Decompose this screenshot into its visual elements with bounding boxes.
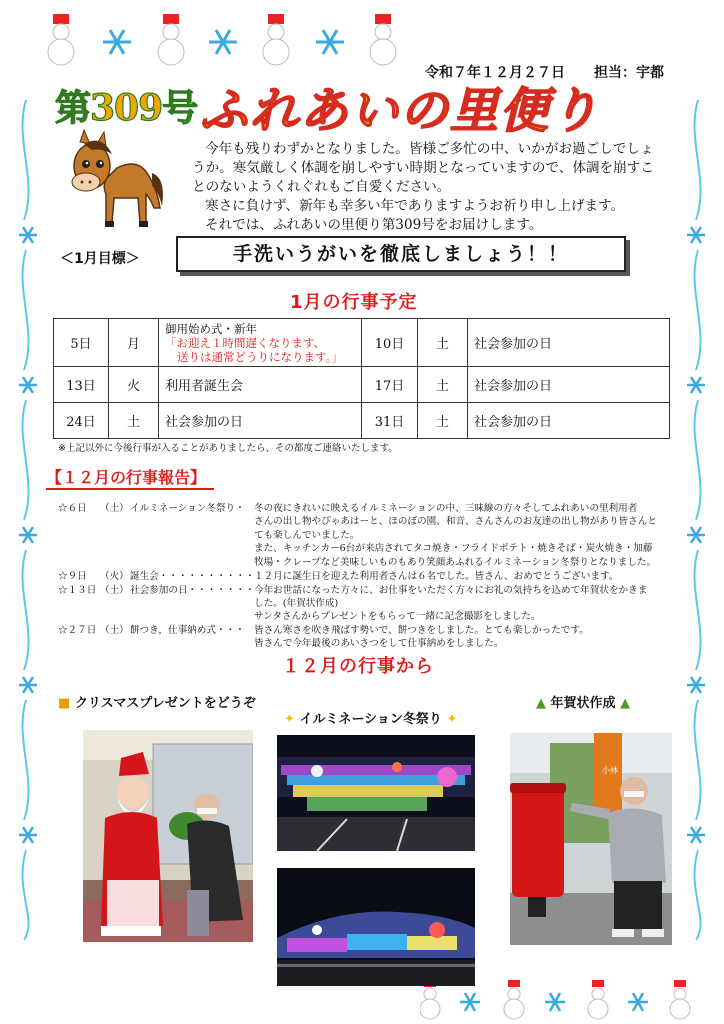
- table-cell: 10日: [362, 319, 418, 367]
- report-event: 社会参加の日・・・・・・・: [130, 584, 255, 596]
- report-item: [58, 502, 678, 570]
- snowflake-icon: [209, 30, 237, 54]
- author: 担当：宇都: [594, 65, 664, 81]
- caption-christmas: [58, 692, 256, 711]
- snowflake-icon: [103, 30, 131, 54]
- report-date: ☆２７日: [58, 625, 97, 636]
- sparkle-icon: ✦: [446, 712, 458, 727]
- report-weekday: （土）: [100, 584, 129, 596]
- report-event: イルミネーション冬祭り・: [130, 503, 245, 514]
- goal-box: [176, 236, 626, 272]
- table-cell: [159, 319, 362, 367]
- intro-line: 今年も残りわずかとなりました。皆様ご多忙の中、いかがお過ごしでしょ: [205, 141, 654, 157]
- caption-nengajo: [536, 692, 630, 711]
- report-body: [254, 624, 684, 651]
- snowman-icon: [158, 14, 184, 65]
- report-item: [58, 584, 678, 625]
- photo-nengajo-postbox: [510, 733, 672, 945]
- intro-line: 寒さに負けず、新年も幸多い年でありますようお祈り申し上げます。: [205, 198, 625, 214]
- newsletter-title: ふれあいの里便り: [200, 83, 601, 139]
- table-cell: 31日: [362, 403, 418, 439]
- goal-label: ＜1月目標＞: [60, 251, 140, 267]
- horse-icon: [62, 128, 172, 238]
- report-date: ☆９日: [58, 571, 87, 582]
- report-body: [254, 584, 684, 624]
- shop-sign-text: 小林: [602, 766, 618, 775]
- table-cell: 24日: [54, 403, 109, 439]
- caption-text: 年賀状作成: [550, 696, 616, 711]
- report-event: 餅つき，仕事納め式・・・: [130, 625, 245, 636]
- report-item: [58, 570, 678, 584]
- table-row: [54, 403, 670, 439]
- snowman-icon: [48, 14, 74, 65]
- pine-icon: ▲: [536, 696, 546, 711]
- table-cell: 土: [109, 403, 159, 439]
- table-cell: 社会参加の日: [468, 319, 670, 367]
- left-border-decoration: [6, 100, 46, 940]
- report-weekday: （土）: [100, 503, 129, 514]
- caption-illumination: [284, 708, 457, 727]
- report-line: サンタさんからプレゼントをもらって一緒に記念撮影をしました。: [254, 611, 541, 623]
- report-body: [254, 502, 684, 569]
- report-date: ☆１３日: [58, 584, 97, 596]
- report-line: ても楽しんでいました。: [254, 529, 360, 541]
- event-note: 送りは通常どうりになります。」: [177, 349, 343, 364]
- intro-text: [192, 140, 667, 235]
- table-cell: 社会参加の日: [159, 403, 362, 439]
- schedule-table: [53, 318, 670, 439]
- table-cell: 土: [418, 319, 468, 367]
- table-cell: 13日: [54, 367, 109, 403]
- table-cell: 5日: [54, 319, 109, 367]
- right-border-decoration: [678, 100, 718, 940]
- caption-text: クリスマスプレゼントをどうぞ: [74, 696, 256, 711]
- table-row: [54, 367, 670, 403]
- snowflake-icon: [316, 30, 344, 54]
- report-section: [58, 502, 678, 651]
- report-line: した。(年賀状作成): [254, 597, 339, 609]
- horse-illustration: [62, 128, 172, 238]
- top-decoration: [45, 12, 415, 67]
- report-line: １２月に誕生日を迎えた利用者さんは６名でした。皆さん、おめでとうございます。: [254, 571, 619, 582]
- table-cell: 利用者誕生会: [159, 367, 362, 403]
- table-cell: 土: [418, 403, 468, 439]
- schedule-heading: 1月の行事予定: [290, 292, 418, 313]
- event-note: 「お迎え１時間遅くなります、: [165, 335, 326, 350]
- intro-line: とのないようくれぐれもご自愛ください。: [192, 179, 451, 195]
- photos-heading: １２月の行事から: [282, 656, 434, 677]
- report-line: 皆さん寒さを吹き飛ばす勢いで、餅つきをしました。とても楽しかったです。: [254, 625, 589, 636]
- table-cell: 火: [109, 367, 159, 403]
- snowman-icon: [263, 14, 289, 65]
- snowman-icon: [370, 14, 396, 65]
- photo-illumination-1: [277, 735, 475, 851]
- report-event: 誕生会・・・・・・・・・・: [130, 571, 255, 582]
- report-line: 牧場・クレープなど美味しいものもあり笑顔あふれるイルミネーション冬祭りとなりました。: [254, 556, 657, 568]
- intro-line: それでは、ふれあいの里便り第309号をお届けします。: [205, 217, 543, 233]
- report-line: 皆さんで今年最後のあいさつをして仕事納めをしました。: [254, 638, 504, 650]
- table-cell: 社会参加の日: [468, 403, 670, 439]
- report-line: また、キッチンカー6台が来店されてタコ焼き・フライドポテト・焼きそば・炭火焼き・加藤: [254, 543, 653, 555]
- table-row: [54, 319, 670, 367]
- report-line: 今年お世話になった方々に、お仕事をいただく方々にお礼の気持ちを込めて年賀状をかきま: [254, 584, 648, 596]
- gift-icon: ■: [58, 696, 71, 711]
- report-body: [254, 570, 684, 583]
- table-cell: 17日: [362, 367, 418, 403]
- issue-date: 令和７年１２月２７日: [425, 65, 565, 81]
- sparkle-icon: ✦: [284, 712, 295, 727]
- caption-text: イルミネーション冬祭り: [299, 712, 442, 727]
- snowflake-icon: [19, 227, 37, 843]
- table-cell: 土: [418, 367, 468, 403]
- intro-line: うか。寒気厳しく体調を崩しやすい時期となっていますので、体調を崩すこ: [192, 160, 654, 176]
- schedule-note: ※上記以外に今後行事が入ることがありましたら、その都度ご連絡いたします。: [58, 443, 398, 454]
- event-line: 御用始め式・新年: [165, 321, 257, 336]
- report-line: 冬の夜にきれいに映えるイルミネーションの中、三味線の方々そしてふれあいの里利用者: [254, 503, 638, 514]
- table-cell: 社会参加の日: [468, 367, 670, 403]
- bottom-decoration: [420, 980, 700, 1020]
- report-date: ☆６日: [58, 503, 87, 514]
- report-item: [58, 624, 678, 651]
- issue-number: 第309号: [55, 87, 198, 129]
- goal-text: 手洗いうがいを徹底しましょう！！: [232, 243, 569, 265]
- photo-illumination-2: [277, 868, 475, 986]
- report-heading: 【１２月の行事報告】: [46, 465, 214, 490]
- pine-icon: ▲: [620, 696, 631, 711]
- report-weekday: （火）: [100, 571, 129, 582]
- table-cell: 月: [109, 319, 159, 367]
- report-weekday: （土）: [100, 625, 129, 636]
- photo-santa-present: [83, 730, 253, 942]
- report-line: さんの出し物やぴゃあはーと、ほのぼの園、和音、さんさんのお友達の出し物があり皆さんと: [254, 516, 657, 528]
